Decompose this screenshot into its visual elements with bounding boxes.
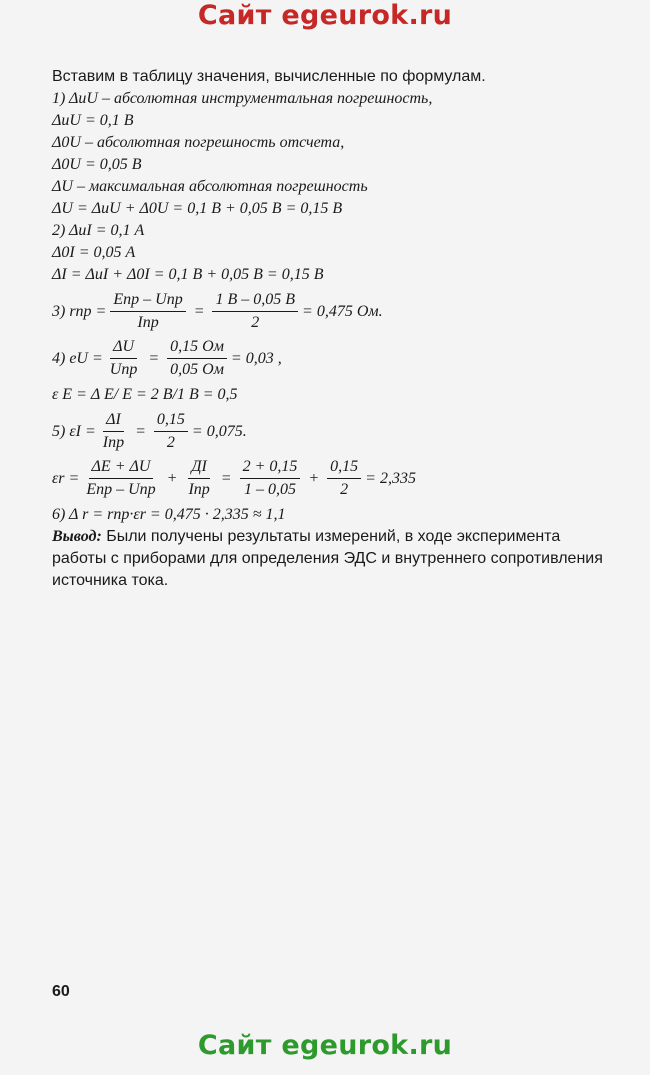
- formula-5-label: 5) εI =: [52, 422, 96, 440]
- formula-3-num-2: 1 В – 0,05 В: [212, 290, 298, 312]
- formula-eps-r-den-2: Iпр: [188, 481, 210, 498]
- formula-4-den-2: 0,05 Ом: [170, 361, 224, 378]
- line-eps-e: ε E = Δ E/ E = 2 В/1 В = 0,5: [52, 386, 238, 403]
- formula-eps-r-num-3: 2 + 0,15: [240, 457, 301, 479]
- formula-5-fraction-1: [100, 410, 127, 453]
- site-banner-bottom: Сайт egeurok.ru: [197, 1030, 453, 1061]
- formula-3: [52, 290, 617, 333]
- formula-5-eq: =: [135, 422, 146, 440]
- formula-3-fraction-1: [110, 290, 185, 333]
- formula-5-num-2: 0,15: [154, 410, 188, 432]
- formula-eps-r-num-4: 0,15: [327, 457, 361, 479]
- formula-4: [52, 337, 617, 380]
- formula-3-eq: =: [193, 302, 205, 320]
- formula-4-num-1: ΔU: [110, 337, 137, 359]
- intro-text: Вставим в таблицу значения, вычисленные по формулам.: [52, 68, 486, 85]
- formula-4-label: 4) eU =: [52, 349, 103, 367]
- formula-4-num-2: 0,15 Ом: [167, 337, 227, 359]
- formula-5: [52, 410, 617, 453]
- formula-4-result: = 0,03 ,: [230, 349, 282, 367]
- formula-3-num-1: Eпр – Uпр: [110, 290, 185, 312]
- formula-3-label: 3) rпр =: [52, 302, 107, 320]
- line-1: 1) ΔиU – абсолютная инструментальная погрешность,: [52, 90, 433, 107]
- formula-3-den-1: Iпр: [137, 314, 159, 331]
- formula-eps-r-plus-2: +: [308, 469, 320, 487]
- formula-eps-r-fraction-1: [83, 457, 158, 500]
- formula-4-fraction-1: [107, 337, 141, 380]
- formula-eps-r-fraction-2: [185, 457, 212, 500]
- line-2: ΔиU = 0,1 В: [52, 112, 134, 129]
- formula-5-den-1: Iпр: [102, 434, 125, 451]
- site-banner-top: Сайт egeurok.ru: [197, 0, 453, 31]
- formula-4-fraction-2: [167, 337, 227, 380]
- line-4: Δ0U = 0,05 В: [52, 156, 142, 173]
- formula-eps-r-num-2: ДI: [188, 457, 210, 479]
- formula-eps-r-den-3: 1 – 0,05: [243, 481, 296, 498]
- solution-content: [52, 66, 617, 592]
- formula-3-result: = 0,475 Ом.: [302, 302, 383, 320]
- line-3: Δ0U – абсолютная погрешность отсчета,: [52, 134, 345, 151]
- line-9: ΔI = ΔиI + Δ0I = 0,1 В + 0,05 В = 0,15 В: [52, 266, 324, 283]
- formula-eps-r-result: = 2,335: [365, 469, 416, 487]
- conclusion: [52, 526, 617, 592]
- formula-5-result: = 0,075.: [191, 422, 247, 440]
- formula-eps-r-den-1: Eпр – Uпр: [86, 481, 156, 498]
- formula-3-den-2: 2: [251, 314, 260, 331]
- formula-5-den-2: 2: [166, 434, 175, 451]
- line-5: ΔU – максимальная абсолютная погрешность: [52, 178, 368, 195]
- formula-eps-r-label: εr =: [52, 469, 80, 487]
- formula-eps-r-eq: =: [220, 469, 232, 487]
- formula-eps-r-fraction-3: [240, 457, 301, 500]
- formula-eps-r-den-4: 2: [340, 481, 349, 498]
- formula-eps-r: [52, 457, 617, 500]
- formula-5-fraction-2: [154, 410, 188, 453]
- formula-5-num-1: ΔI: [103, 410, 124, 432]
- line-8: Δ0I = 0,05 А: [52, 244, 136, 261]
- formula-eps-r-fraction-4: [327, 457, 361, 500]
- line-7: 2) ΔиI = 0,1 А: [52, 222, 145, 239]
- formula-eps-r-plus-1: +: [166, 469, 178, 487]
- conclusion-label: Вывод:: [52, 528, 102, 545]
- page-number: 60: [52, 983, 70, 1000]
- formula-eps-r-num-1: ΔE + ΔU: [89, 457, 154, 479]
- line-6: ΔU = ΔиU + Δ0U = 0,1 В + 0,05 В = 0,15 В: [52, 200, 343, 217]
- line-6b: 6) Δ r = rпр·εr = 0,475 · 2,335 ≈ 1,1: [52, 506, 286, 523]
- formula-4-eq: =: [148, 349, 160, 367]
- formula-3-fraction-2: [212, 290, 298, 333]
- conclusion-text: Были получены результаты измерений, в ходе эксперимента работы с приборами для определения ЭДС и внутреннего сопротивления источника тока.: [52, 528, 603, 589]
- formula-4-den-1: Uпр: [109, 361, 138, 378]
